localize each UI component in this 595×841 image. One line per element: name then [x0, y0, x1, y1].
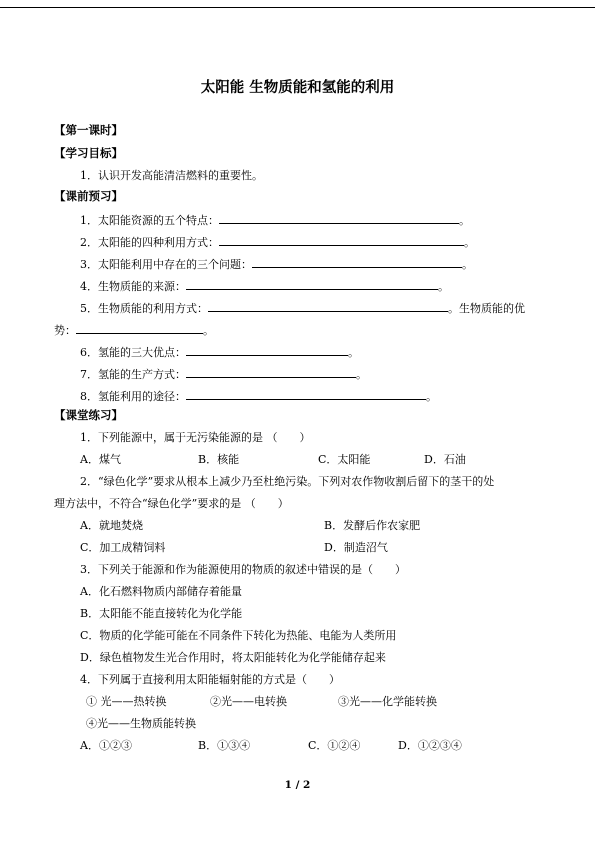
q4-option-a[interactable]: A．①②③ [80, 739, 132, 752]
page-title: 太阳能 生物质能和氢能的利用 [200, 80, 395, 96]
q4-item-4: ④光——生物质能转换 [86, 717, 196, 730]
answer-blank[interactable] [219, 212, 459, 224]
q4-option-d[interactable]: D．①②③④ [398, 739, 462, 752]
preview-item-4: 4．生物质能的来源： 。 [80, 280, 449, 293]
answer-blank[interactable] [219, 234, 464, 246]
question-3-stem: 3．下列关于能源和作为能源使用的物质的叙述中错误的是（ ） [80, 563, 406, 576]
question-2-stem-cont: 理方法中，不符合“绿色化学”要求的是 （ ） [54, 497, 289, 510]
answer-blank[interactable] [252, 256, 462, 268]
preview-item-5: 5．生物质能的利用方式： 。生物质能的优 [80, 302, 525, 315]
q2-option-a[interactable]: A．就地焚烧 [80, 519, 143, 532]
preview-item-6: 6．氢能的三大优点： 。 [80, 346, 359, 359]
q4-item-1: ① 光——热转换 [86, 695, 167, 708]
question-4-stem: 4．下列属于直接利用太阳能辐射能的方式是（ ） [80, 673, 340, 686]
q4-option-c[interactable]: C．①②④ [308, 739, 361, 752]
question-1-stem: 1．下列能源中，属于无污染能源的是 （ ） [80, 431, 311, 444]
question-2-stem: 2．“绿色化学”要求从根本上减少乃至杜绝污染。下列对农作物收割后留下的茎干的处 [80, 475, 495, 488]
heading-goals: 【学习目标】 [54, 146, 123, 160]
q3-option-b[interactable]: B．太阳能不能直接转化为化学能 [80, 607, 243, 620]
preview-item-5-cont: 势： 。 [54, 324, 214, 337]
page-number: 1 / 2 [284, 779, 311, 791]
heading-preview: 【课前预习】 [54, 189, 123, 203]
goal-item: 1．认识开发高能清洁燃料的重要性。 [80, 169, 263, 182]
q3-option-a[interactable]: A．化石燃料物质内部储存着能量 [80, 585, 242, 598]
answer-blank[interactable] [186, 278, 438, 290]
answer-blank[interactable] [186, 344, 348, 356]
preview-item-2: 2．太阳能的四种利用方式： 。 [80, 236, 475, 249]
heading-practice: 【课堂练习】 [54, 408, 123, 422]
q1-option-d[interactable]: D．石油 [424, 453, 466, 466]
q1-option-a[interactable]: A．煤气 [80, 453, 121, 466]
answer-blank[interactable] [186, 388, 426, 400]
header-rule [0, 7, 595, 8]
heading-lesson: 【第一课时】 [54, 123, 123, 137]
q3-option-d[interactable]: D．绿色植物发生光合作用时，将太阳能转化为化学能储存起来 [80, 651, 386, 664]
q4-item-2: ②光——电转换 [210, 695, 287, 708]
q4-option-b[interactable]: B．①③④ [198, 739, 251, 752]
preview-item-1: 1．太阳能资源的五个特点： 。 [80, 214, 470, 227]
q4-item-3: ③光——化学能转换 [338, 695, 437, 708]
answer-blank[interactable] [208, 300, 448, 312]
preview-item-8: 8．氢能利用的途径： 。 [80, 390, 437, 403]
q3-option-c[interactable]: C．物质的化学能可能在不同条件下转化为热能、电能为人类所用 [80, 629, 397, 642]
q1-option-b[interactable]: B．核能 [198, 453, 240, 466]
q2-option-d[interactable]: D．制造沼气 [324, 541, 388, 554]
answer-blank[interactable] [76, 322, 203, 334]
q2-option-c[interactable]: C．加工成精饲料 [80, 541, 166, 554]
preview-item-7: 7．氢能的生产方式： 。 [80, 368, 367, 381]
answer-blank[interactable] [186, 366, 356, 378]
preview-item-3: 3．太阳能利用中存在的三个问题： 。 [80, 258, 473, 271]
q2-option-b[interactable]: B．发酵后作农家肥 [324, 519, 421, 532]
q1-option-c[interactable]: C．太阳能 [318, 453, 371, 466]
